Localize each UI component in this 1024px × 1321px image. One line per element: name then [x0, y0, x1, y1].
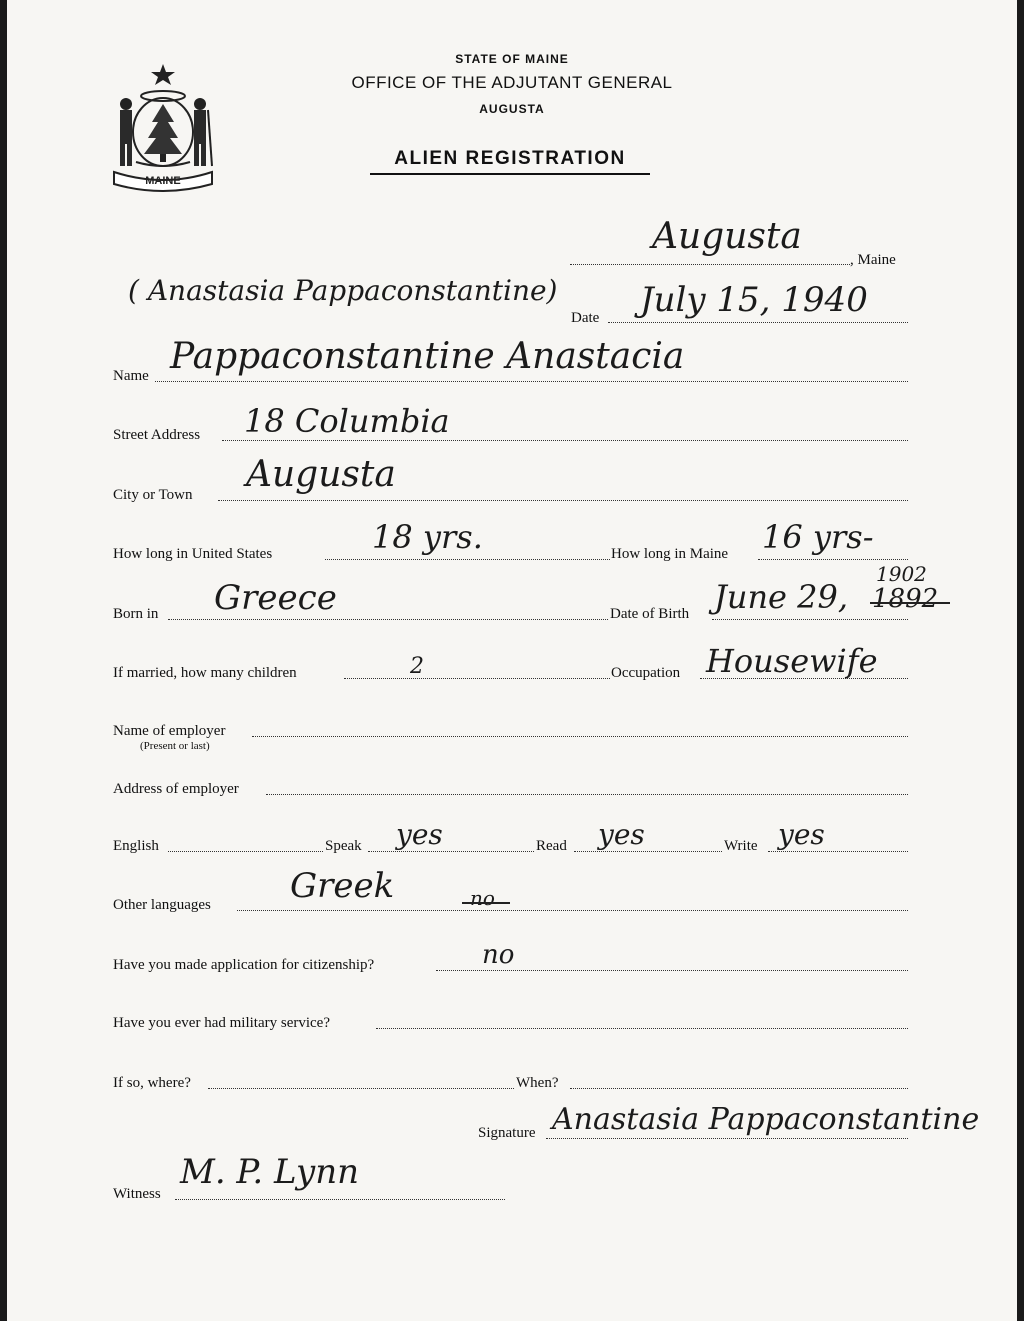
header-city: AUGUSTA	[479, 102, 545, 116]
strike-through-mark	[462, 902, 510, 904]
when-line	[570, 1088, 908, 1089]
city-value: Augusta	[246, 454, 396, 495]
header-state: STATE OF MAINE	[455, 52, 569, 66]
occupation-value: Housewife	[706, 642, 878, 680]
military-line	[376, 1028, 908, 1029]
where-label: If so, where?	[113, 1075, 191, 1091]
employer-name-label: Name of employer	[113, 723, 226, 739]
signature-line	[546, 1138, 908, 1139]
other-languages-line	[237, 910, 908, 911]
where-line	[208, 1088, 514, 1089]
write-value: yes	[778, 818, 825, 851]
date-label: Date	[571, 310, 600, 326]
seal-banner-text: MAINE	[145, 175, 181, 187]
scan-border-right	[1017, 0, 1024, 1321]
write-line	[768, 851, 908, 852]
citizenship-value: no	[482, 940, 515, 970]
date-value: July 15, 1940	[640, 280, 868, 320]
english-line	[168, 851, 323, 852]
english-label: English	[113, 838, 159, 854]
employer-name-sublabel: (Present or last)	[140, 740, 210, 752]
other-languages-value: Greek	[290, 866, 395, 906]
place-line	[570, 264, 850, 265]
street-line	[222, 440, 908, 441]
other-languages-struck-value: no	[470, 886, 495, 910]
signature-value: Anastasia Pappaconstantine	[552, 1102, 980, 1137]
name-line	[155, 381, 908, 382]
speak-line	[368, 851, 534, 852]
citizenship-line	[436, 970, 908, 971]
when-label: When?	[516, 1075, 559, 1091]
name-label: Name	[113, 368, 149, 384]
name-value: Pappaconstantine Anastacia	[170, 336, 685, 377]
date-of-birth-value: June 29,	[714, 578, 849, 616]
read-line	[574, 851, 722, 852]
date-line	[608, 322, 908, 323]
employer-name-line	[252, 736, 908, 737]
form-title: ALIEN REGISTRATION	[370, 148, 650, 175]
citizenship-label: Have you made application for citizenship?	[113, 957, 375, 973]
strike-through-mark	[870, 602, 950, 604]
employer-address-label: Address of employer	[113, 781, 239, 797]
how-long-maine-value: 16 yrs-	[762, 518, 874, 556]
how-long-us-label: How long in United States	[113, 546, 273, 562]
speak-value: yes	[396, 818, 443, 851]
date-of-birth-struck-year: 1892	[872, 584, 939, 614]
read-value: yes	[598, 818, 645, 851]
city-label: City or Town	[113, 487, 193, 503]
other-languages-label: Other languages	[113, 897, 211, 913]
witness-value: M. P. Lynn	[180, 1152, 360, 1192]
maine-label: , Maine	[850, 252, 896, 268]
children-value: 2	[410, 654, 424, 679]
scan-border-left	[0, 0, 7, 1321]
date-of-birth-label: Date of Birth	[610, 606, 690, 622]
how-long-us-line	[325, 559, 610, 560]
military-label: Have you ever had military service?	[113, 1015, 330, 1031]
header-office: OFFICE OF THE ADJUTANT GENERAL	[351, 73, 673, 92]
occupation-label: Occupation	[611, 665, 681, 681]
born-in-line	[168, 619, 608, 620]
children-label: If married, how many children	[113, 665, 297, 681]
children-line	[344, 678, 610, 679]
date-of-birth-line	[712, 619, 908, 620]
read-label: Read	[536, 838, 567, 854]
street-value: 18 Columbia	[244, 402, 450, 440]
place-value: Augusta	[652, 216, 802, 257]
write-label: Write	[724, 838, 758, 854]
employer-address-line	[266, 794, 908, 795]
witness-label: Witness	[113, 1186, 161, 1202]
name-note: ( Anastasia Pappaconstantine)	[128, 274, 558, 307]
how-long-maine-line	[758, 559, 908, 560]
how-long-maine-label: How long in Maine	[611, 546, 729, 562]
signature-label: Signature	[478, 1125, 536, 1141]
city-line	[218, 500, 908, 501]
born-in-value: Greece	[214, 578, 337, 618]
how-long-us-value: 18 yrs.	[372, 518, 483, 556]
street-label: Street Address	[113, 427, 201, 443]
witness-line	[175, 1199, 505, 1200]
speak-label: Speak	[325, 838, 362, 854]
birth-year-correction: 1902	[876, 562, 927, 586]
born-in-label: Born in	[113, 606, 159, 622]
